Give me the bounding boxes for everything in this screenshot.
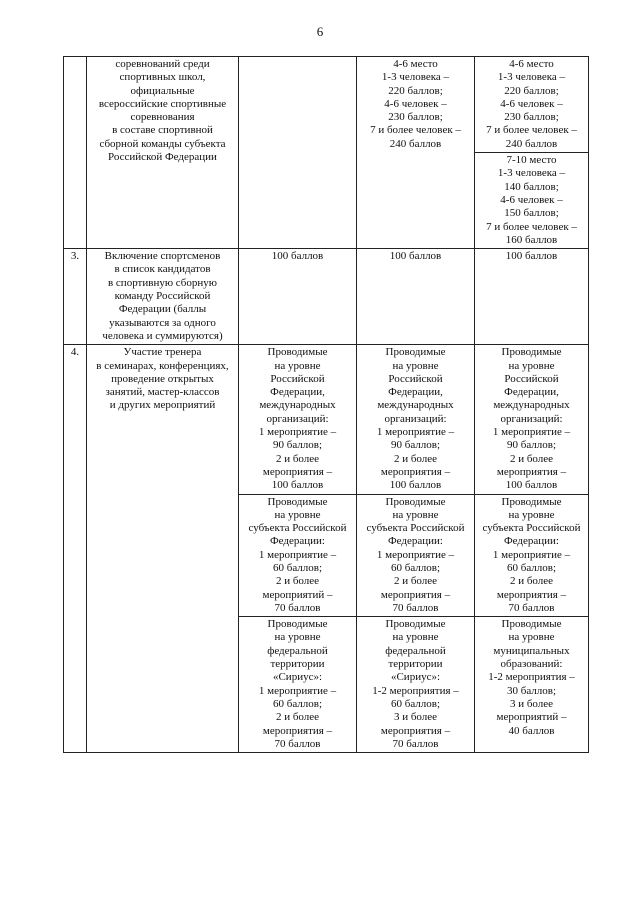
score-cell: 100 баллов bbox=[357, 249, 475, 345]
criterion-cell: соревнований среди спортивных школ, официальные всероссийские спортивные соревнования в составе спортивной сборной команды субъекта Российской Федерации bbox=[87, 57, 239, 249]
criterion-cell: Участие тренера в семинарах, конференциях, проведение открытых занятий, мастер-классов и других мероприятий bbox=[87, 345, 239, 753]
score-cell: Проводимые на уровне муниципальных образований: 1-2 мероприятия – 30 баллов; 3 и более мероприятий – 40 баллов bbox=[475, 617, 589, 753]
row-number: 3. bbox=[64, 249, 87, 345]
table-row bbox=[64, 57, 589, 153]
criterion-cell: Включение спортсменов в список кандидатов в спортивную сборную команду Российской Федерации (баллы указываются за одного человека и суммируются) bbox=[87, 249, 239, 345]
score-cell: Проводимые на уровне Российской Федерации, международных организаций: 1 мероприятие – 90 баллов; 2 и более мероприятия – 100 баллов bbox=[357, 345, 475, 494]
score-cell: 4-6 место 1-3 человека – 220 баллов; 4-6 человек – 230 баллов; 7 и более человек – 240 баллов bbox=[357, 57, 475, 249]
score-cell: Проводимые на уровне субъекта Российской Федерации: 1 мероприятие – 60 баллов; 2 и более мероприятия – 70 баллов bbox=[475, 494, 589, 617]
row-number: 4. bbox=[64, 345, 87, 753]
row-number bbox=[64, 57, 87, 249]
score-cell: 100 баллов bbox=[475, 249, 589, 345]
score-cell: Проводимые на уровне федеральной территории «Сириус»: 1-2 мероприятия – 60 баллов; 3 и более мероприятия – 70 баллов bbox=[357, 617, 475, 753]
score-cell: 7-10 место 1-3 человека – 140 баллов; 4-6 человек – 150 баллов; 7 и более человек – 160 баллов bbox=[475, 153, 589, 249]
score-cell: 100 баллов bbox=[239, 249, 357, 345]
page-number: 6 bbox=[316, 24, 324, 39]
criteria-table bbox=[63, 56, 589, 753]
score-cell: Проводимые на уровне Российской Федерации, международных организаций: 1 мероприятие – 90 баллов; 2 и более мероприятия – 100 баллов bbox=[475, 345, 589, 494]
score-cell: Проводимые на уровне Российской Федерации, международных организаций: 1 мероприятие – 90 баллов; 2 и более мероприятия – 100 баллов bbox=[239, 345, 357, 494]
score-cell bbox=[239, 57, 357, 249]
score-cell: Проводимые на уровне субъекта Российской Федерации: 1 мероприятие – 60 баллов; 2 и более мероприятия – 70 баллов bbox=[357, 494, 475, 617]
score-cell: Проводимые на уровне федеральной территории «Сириус»: 1 мероприятие – 60 баллов; 2 и более мероприятия – 70 баллов bbox=[239, 617, 357, 753]
table-row bbox=[64, 249, 589, 345]
table-row bbox=[64, 345, 589, 494]
score-cell: 4-6 место 1-3 человека – 220 баллов; 4-6 человек – 230 баллов; 7 и более человек – 240 баллов bbox=[475, 57, 589, 153]
score-cell: Проводимые на уровне субъекта Российской Федерации: 1 мероприятие – 60 баллов; 2 и более мероприятий – 70 баллов bbox=[239, 494, 357, 617]
